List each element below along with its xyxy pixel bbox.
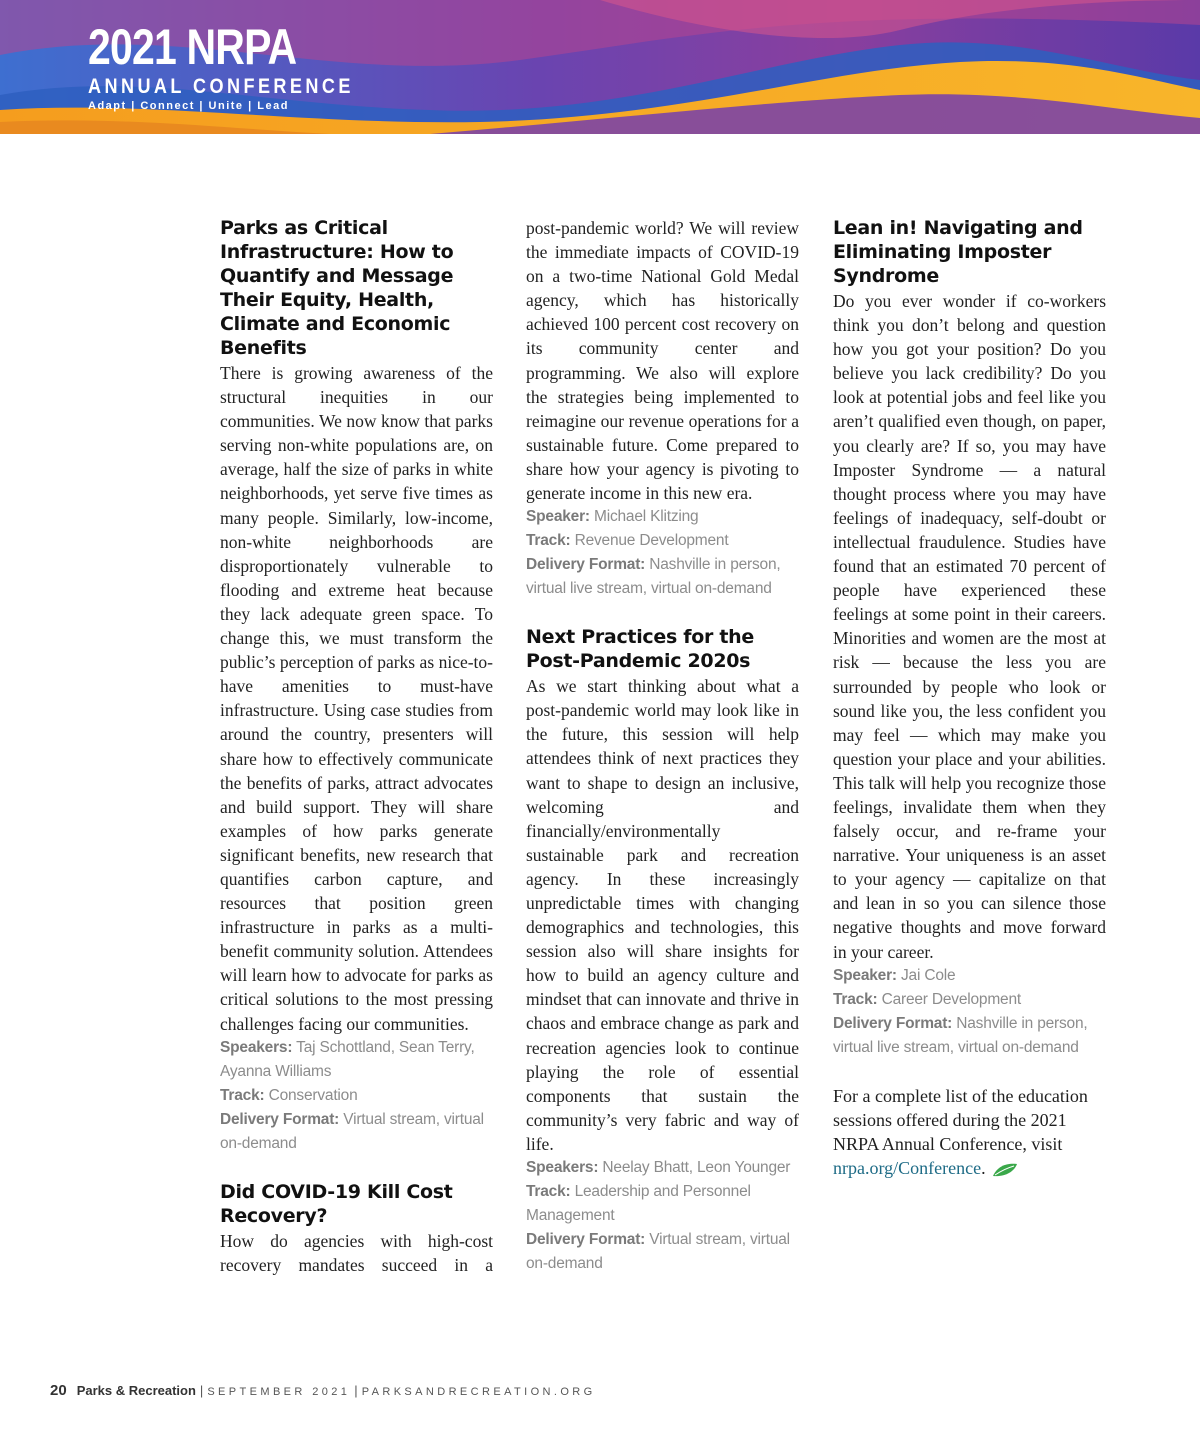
column-1 bbox=[220, 216, 493, 1277]
format-label: Delivery Format: bbox=[526, 1231, 646, 1248]
session-track bbox=[526, 1180, 799, 1228]
session-title: Lean in! Navigating and Eliminating Imposter Syndrome bbox=[833, 217, 1083, 287]
conference-logo bbox=[88, 20, 397, 112]
speaker-names: Jai Cole bbox=[901, 966, 956, 984]
conference-cta bbox=[833, 1084, 1106, 1180]
column-2 bbox=[526, 216, 799, 1276]
format-label: Delivery Format: bbox=[526, 556, 646, 574]
format-label: Delivery Format: bbox=[833, 1014, 953, 1032]
cta-text: For a complete list of the education sessions offered during the 2021 NRPA Annual Conference, visit bbox=[833, 1085, 1088, 1154]
magazine-name: Parks & Recreation bbox=[76, 1383, 196, 1398]
website: PARKSANDRECREATION.ORG bbox=[361, 1386, 596, 1398]
conference-banner bbox=[0, 0, 1200, 134]
session-format bbox=[526, 1228, 799, 1276]
footer-separator: | bbox=[354, 1383, 358, 1398]
session-track bbox=[833, 988, 1106, 1012]
session-parks-critical-infrastructure bbox=[220, 216, 493, 1156]
conference-link[interactable]: nrpa.org/Conference bbox=[833, 1157, 982, 1178]
speaker-label: Speaker: bbox=[526, 508, 590, 526]
session-speakers bbox=[833, 964, 1106, 988]
issue-date: SEPTEMBER 2021 bbox=[207, 1386, 351, 1398]
track-label: Track: bbox=[526, 532, 571, 550]
session-title: Did COVID-19 Kill Cost Recovery? bbox=[220, 1180, 453, 1227]
format-value: Virtual stream, virtual on-demand bbox=[526, 1231, 790, 1272]
speaker-label: Speaker: bbox=[833, 966, 897, 984]
page-number: 20 bbox=[50, 1382, 67, 1399]
logo-year-title: 2021 NRPA bbox=[88, 19, 297, 75]
speaker-names: Neelay Bhatt, Leon Younger bbox=[602, 1159, 791, 1176]
speaker-label: Speakers: bbox=[220, 1038, 293, 1056]
track-label: Track: bbox=[526, 1183, 571, 1200]
footer-separator: | bbox=[199, 1383, 204, 1398]
column-3 bbox=[833, 216, 1106, 1180]
session-format bbox=[220, 1108, 493, 1156]
logo-subtitle: ANNUAL CONFERENCE bbox=[88, 75, 354, 98]
session-track bbox=[526, 529, 799, 553]
session-speakers bbox=[526, 505, 799, 529]
logo-tagline: Adapt | Connect | Unite | Lead bbox=[88, 100, 289, 112]
format-label: Delivery Format: bbox=[220, 1110, 340, 1128]
session-next-practices bbox=[526, 625, 799, 1276]
track-value: Revenue Development bbox=[574, 532, 729, 550]
speaker-names: Michael Klitzing bbox=[594, 508, 699, 526]
session-covid-cost-recovery bbox=[220, 1180, 493, 1277]
session-covid-cost-recovery-continued bbox=[526, 216, 799, 601]
track-value: Conservation bbox=[268, 1086, 358, 1104]
track-value: Career Development bbox=[881, 990, 1021, 1008]
page-footer bbox=[50, 1382, 596, 1399]
session-speakers bbox=[526, 1156, 799, 1180]
leaf-icon bbox=[992, 1163, 1018, 1177]
track-label: Track: bbox=[220, 1086, 265, 1104]
session-format bbox=[526, 553, 799, 601]
cta-end: . bbox=[981, 1157, 986, 1178]
track-value: Leadership and Personnel Management bbox=[526, 1183, 751, 1224]
session-description: There is growing awareness of the structural inequities in our communities. We now know that parks serving non-white populations are, on average, half the size of parks in white neighborhoods, yet serve five times as many people. Similarly, low-income, non-white neighborhoods are disproportionately vulnerable to flooding and extreme heat because they lack adequate green space. To change this, we must transform the public’s perception of parks as nice-to-have amenities to must-have infrastructure. Using case studies from around the country, presenters will share how to effectively communicate the benefits of parks, attract advocates and build support. They will share examples of how parks generate significant benefits, new research that quantifies carbon capture, and resources that position green infrastructure in parks as a multi-benefit community solution. Attendees will learn how to advocate for parks as critical solutions to the most pressing challenges facing our communities. bbox=[220, 363, 493, 1034]
session-format bbox=[833, 1012, 1106, 1060]
session-description: As we start thinking about what a post-pandemic world may look like in the future, this session will help attendees think of next practices they want to shape to design an inclusive, welcoming and financially/environmentally sustainable park and recreation agency. In these increasingly unpredictable times with changing demographics and technologies, this session also will share insights for how to build an agency culture and mindset that can innovate and thrive in chaos and embrace change as park and recreation agencies look to continue playing the role of essential components that sustain the community’s very fabric and way of life. bbox=[526, 676, 799, 1154]
format-value: Virtual stream, virtual on-demand bbox=[220, 1110, 484, 1152]
session-description-start: How do agencies with high-cost recovery mandates succeed in a bbox=[220, 1230, 493, 1275]
speaker-label: Speakers: bbox=[526, 1159, 599, 1176]
session-track bbox=[220, 1084, 493, 1108]
session-description-continued: post-pandemic world? We will review the immediate impacts of COVID-19 on a two-time National Gold Medal agency, which has historically achieved 100 percent cost recovery on its community center and programming. We also will explore the strategies being implemented to reimagine our revenue operations for a sustainable future. Come prepared to share how your agency is pivoting to generate income in this new era. bbox=[526, 218, 799, 504]
speaker-names: Taj Schottland, Sean Terry, Ayanna Williams bbox=[220, 1038, 475, 1080]
session-description: Do you ever wonder if co-workers think you don’t belong and question how you got your position? Do you believe you lack credibility? Do you look at potential jobs and feel like you aren’t qualified even though, on paper, you clearly are? If so, you may have Imposter Syndrome — a natural thought process where you may have feelings of inadequacy, self-doubt or intellectual fraudulence. Studies have found that an estimated 70 percent of people have experienced these feelings at some point in their careers. Minorities and women are the most at risk — because the less you are surrounded by people who look or sound like you, the less confident you may feel — which may make you question your place and your abilities. This talk will help you recognize those feelings, invalidate them when they falsely occur, and re-frame your narrative. Your uniqueness is an asset to your agency — capitalize on that and lean in so you can silence those negative thoughts and move forward in your career. bbox=[833, 291, 1106, 962]
session-imposter-syndrome bbox=[833, 216, 1106, 1060]
session-title: Parks as Critical Infrastructure: How to Quantify and Message Their Equity, Health, Climate and Economic Benefits bbox=[220, 217, 454, 359]
format-value: Nashville in person, virtual live stream, virtual on-demand bbox=[833, 1014, 1088, 1056]
track-label: Track: bbox=[833, 990, 878, 1008]
session-title: Next Practices for the Post-Pandemic 2020s bbox=[526, 626, 754, 673]
session-speakers bbox=[220, 1036, 493, 1084]
format-value: Nashville in person, virtual live stream, virtual on-demand bbox=[526, 556, 781, 598]
